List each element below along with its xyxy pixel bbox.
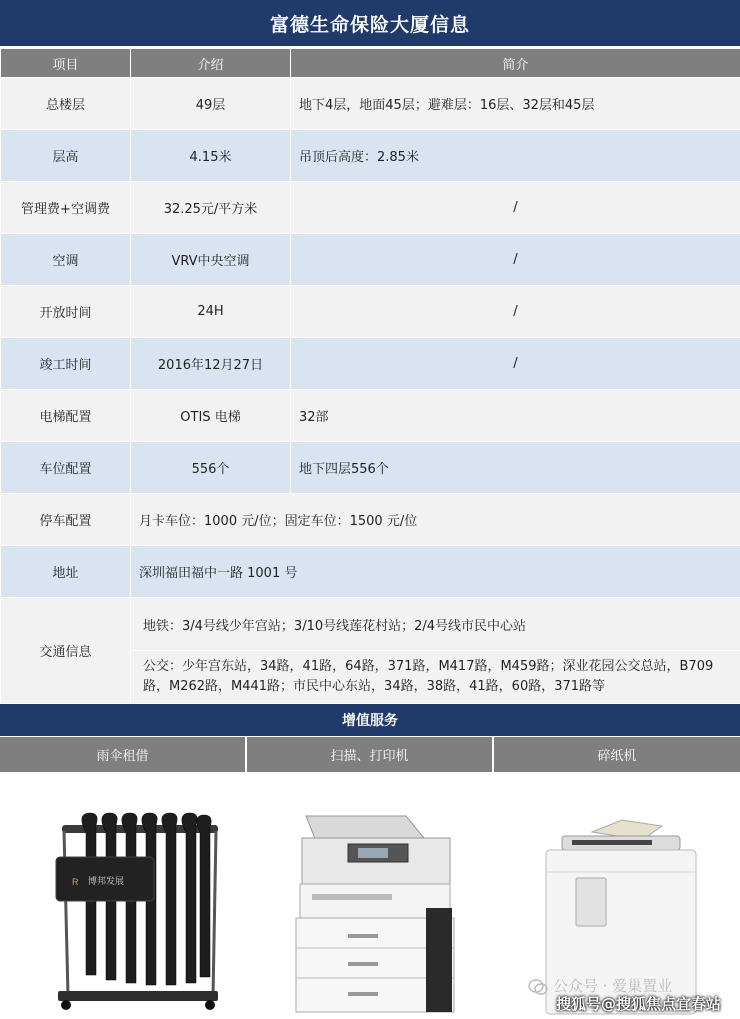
row-detail: 地下四层556个 bbox=[291, 442, 740, 494]
row-intro: 2016年12月27日 bbox=[131, 338, 291, 390]
row-item: 开放时间 bbox=[1, 286, 131, 338]
row-intro: 556个 bbox=[131, 442, 291, 494]
row-intro: 49层 bbox=[131, 78, 291, 130]
service-umbrella-label: 雨伞租借 bbox=[0, 737, 247, 772]
building-info-table bbox=[0, 48, 740, 704]
wechat-watermark: 公众号 · 爱巢置业 bbox=[553, 977, 673, 995]
table-row bbox=[1, 182, 740, 234]
table-row bbox=[1, 442, 740, 494]
table-row bbox=[1, 338, 740, 390]
row-detail: 吊顶后高度：2.85米 bbox=[291, 130, 740, 182]
row-intro: 4.15米 bbox=[131, 130, 291, 182]
row-item: 管理费+空调费 bbox=[1, 182, 131, 234]
table-row bbox=[1, 234, 740, 286]
row-item: 竣工时间 bbox=[1, 338, 131, 390]
row-intro: 32.25元/平方米 bbox=[131, 182, 291, 234]
services-title: 增值服务 bbox=[0, 704, 740, 736]
table-row-address bbox=[1, 546, 740, 598]
row-intro: OTIS 电梯 bbox=[131, 390, 291, 442]
transit-detail bbox=[131, 598, 740, 704]
service-printer-label: 扫描、打印机 bbox=[247, 737, 494, 772]
row-detail: 32部 bbox=[291, 390, 740, 442]
table-row bbox=[1, 390, 740, 442]
printer-image bbox=[288, 808, 458, 1018]
row-item: 总楼层 bbox=[1, 78, 131, 130]
wechat-icon bbox=[528, 978, 548, 996]
row-detail: / bbox=[291, 182, 740, 234]
rack-brand-name: 博邦发展 bbox=[88, 877, 125, 887]
parking-detail: 月卡车位：1000 元/位；固定车位：1500 元/位 bbox=[131, 494, 740, 546]
row-detail: / bbox=[291, 234, 740, 286]
header-intro: 介绍 bbox=[131, 49, 291, 78]
row-item: 电梯配置 bbox=[1, 390, 131, 442]
row-item: 地址 bbox=[1, 546, 131, 598]
bus-info: 公交：少年宫东站，34路，41路，64路，371路，M417路，M459路；深业花园公交总站，B709路，M262路，M441路；市民中心东站，34路，38路，41路，60路，371路等 bbox=[143, 659, 714, 694]
table-row bbox=[1, 78, 740, 130]
row-item: 停车配置 bbox=[1, 494, 131, 546]
row-detail: / bbox=[291, 338, 740, 390]
table-row-parking bbox=[1, 494, 740, 546]
table-row-transit bbox=[1, 598, 740, 704]
row-item: 交通信息 bbox=[1, 598, 131, 704]
row-detail: 地下4层，地面45层；避难层：16层、32层和45层 bbox=[291, 78, 740, 130]
sohu-watermark: 搜狐号@搜狐焦点宜春站 bbox=[556, 995, 722, 1013]
umbrella-rack-image bbox=[48, 805, 228, 1015]
header-item: 项目 bbox=[1, 49, 131, 78]
page-title: 富德生命保险大厦信息 bbox=[0, 0, 740, 46]
table-row bbox=[1, 286, 740, 338]
row-intro: VRV中央空调 bbox=[131, 234, 291, 286]
rack-brand-text: R bbox=[72, 877, 79, 887]
row-item: 空调 bbox=[1, 234, 131, 286]
service-shredder-label: 碎纸机 bbox=[494, 737, 740, 772]
services-header bbox=[0, 737, 740, 772]
header-detail: 简介 bbox=[291, 49, 740, 78]
row-intro: 24H bbox=[131, 286, 291, 338]
table-header-row bbox=[1, 49, 740, 78]
row-item: 层高 bbox=[1, 130, 131, 182]
row-detail: / bbox=[291, 286, 740, 338]
row-item: 车位配置 bbox=[1, 442, 131, 494]
address-detail: 深圳福田福中一路 1001 号 bbox=[131, 546, 740, 598]
table-row bbox=[1, 130, 740, 182]
metro-info: 地铁：3/4号线少年宫站；3/10号线莲花村站；2/4号线市民中心站 bbox=[131, 598, 740, 651]
